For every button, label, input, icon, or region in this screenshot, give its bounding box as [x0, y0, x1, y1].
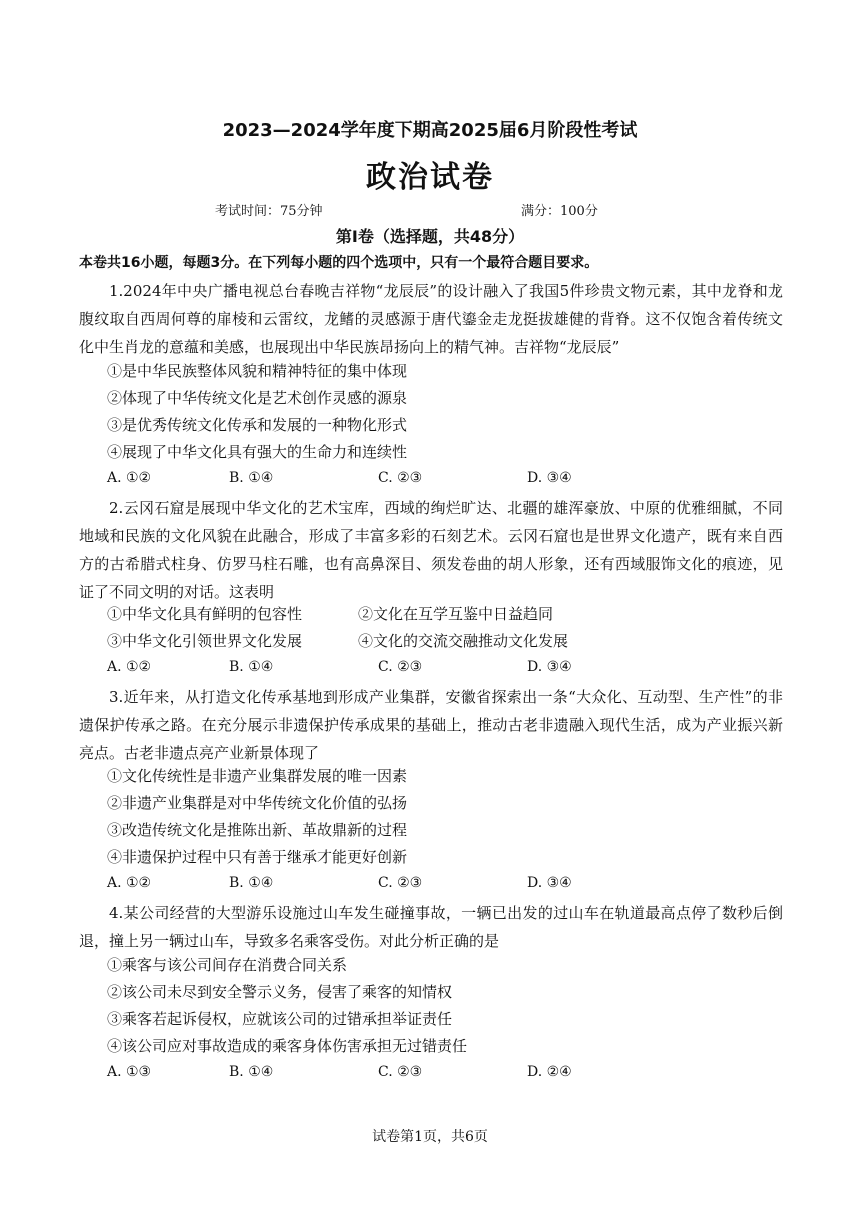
question-2-option: ①中华文化具有鲜明的包容性 [107, 605, 303, 623]
question-2-option: ④文化的交流交融推动文化发展 [358, 632, 569, 650]
question-3-answer-d: D. ③④ [527, 875, 572, 891]
question-2-answer-a: A. ①② [107, 659, 152, 675]
question-1-option: ①是中华民族整体风貌和精神特征的集中体现 [107, 362, 408, 380]
question-3-option: ②非遗产业集群是对中华传统文化价值的弘扬 [107, 794, 408, 812]
question-2-option: ③中华文化引领世界文化发展 [107, 632, 303, 650]
question-3-option: ④非遗保护过程中只有善于继承才能更好创新 [107, 848, 408, 866]
question-4-option: ②该公司未尽到安全警示义务，侵害了乘客的知情权 [107, 983, 453, 1001]
question-4-stem: 4.某公司经营的大型游乐设施过山车发生碰撞事故，一辆已出发的过山车在轨道最高点停了数秒后倒退，撞上另一辆过山车，导致多名乘客受伤。对此分析正确的是 [79, 904, 783, 950]
question-1-answer-c: C. ②③ [378, 470, 423, 486]
question-2-answer-d: D. ③④ [527, 659, 572, 675]
question-2-answer-c: C. ②③ [378, 659, 423, 675]
exam-title: 2023—2024学年度下期高2025届6月阶段性考试 [222, 120, 638, 141]
question-1-stem: 1.2024年中央广播电视总台春晚吉祥物“龙辰辰”的设计融入了我国5件珍贵文物元素，其中龙脊和龙腹纹取自西周何尊的扉棱和云雷纹，龙鳍的灵感源于唐代鎏金走龙挺拔雄健的背脊。这不仅饱含着传统文化中生肖龙的意蕴和美感，也展现出中华民族昂扬向上的精气神。吉祥物“龙辰辰” [79, 282, 783, 356]
question-4-option: ③乘客若起诉侵权，应就该公司的过错承担举证责任 [107, 1010, 453, 1028]
full-score: 满分：100分 [521, 204, 598, 219]
question-3-option: ③改造传统文化是推陈出新、革故鼎新的过程 [107, 821, 408, 839]
question-4-answer-a: A. ①③ [107, 1064, 152, 1080]
section-title: 第Ⅰ卷（选择题，共48分） [335, 227, 525, 246]
question-1-answer-b: B. ①④ [229, 470, 274, 486]
question-2-option: ②文化在互学互鉴中日益趋同 [358, 605, 554, 623]
question-4-option: ①乘客与该公司间存在消费合同关系 [107, 956, 348, 974]
section-instructions: 本卷共16小题，每题3分。在下列每小题的四个选项中，只有一个最符合题目要求。 [79, 255, 599, 271]
question-1-option: ②体现了中华传统文化是艺术创作灵感的源泉 [107, 389, 408, 407]
question-2-stem: 2.云冈石窟是展现中华文化的艺术宝库，西域的绚烂旷达、北疆的雄浑豪放、中原的优雅细腻，不同地域和民族的文化风貌在此融合，形成了丰富多彩的石刻艺术。云冈石窟也是世界文化遗产，既有来自西方的古希腊式柱身、仿罗马柱石雕，也有高鼻深目、须发卷曲的胡人形象，还有西域服饰文化的痕迹，见证了不同文明的对话。这表明 [79, 499, 783, 601]
question-3-answer-a: A. ①② [107, 875, 152, 891]
question-1-answer-a: A. ①② [107, 470, 152, 486]
question-1-option: ③是优秀传统文化传承和发展的一种物化形式 [107, 416, 408, 434]
question-3-answer-c: C. ②③ [378, 875, 423, 891]
question-1-answer-d: D. ③④ [527, 470, 572, 486]
page-footer: 试卷第1页，共6页 [372, 1129, 488, 1145]
subject-title: 政治试卷 [366, 160, 494, 195]
question-1-option: ④展现了中华文化具有强大的生命力和连续性 [107, 443, 408, 461]
question-3-option: ①文化传统性是非遗产业集群发展的唯一因素 [107, 767, 408, 785]
question-2-answer-b: B. ①④ [229, 659, 274, 675]
question-4-answer-d: D. ②④ [527, 1064, 572, 1080]
question-3-answer-b: B. ①④ [229, 875, 274, 891]
question-4-answer-b: B. ①④ [229, 1064, 274, 1080]
question-4-option: ④该公司应对事故造成的乘客身体伤害承担无过错责任 [107, 1037, 468, 1055]
question-3-stem: 3.近年来，从打造文化传承基地到形成产业集群，安徽省探索出一条“大众化、互动型、生产性”的非遗保护传承之路。在充分展示非遗保护传承成果的基础上，推动古老非遗融入现代生活，成为产业振兴新亮点。古老非遗点亮产业新景体现了 [79, 688, 783, 762]
exam-time: 考试时间：75分钟 [215, 204, 323, 219]
question-4-answer-c: C. ②③ [378, 1064, 423, 1080]
